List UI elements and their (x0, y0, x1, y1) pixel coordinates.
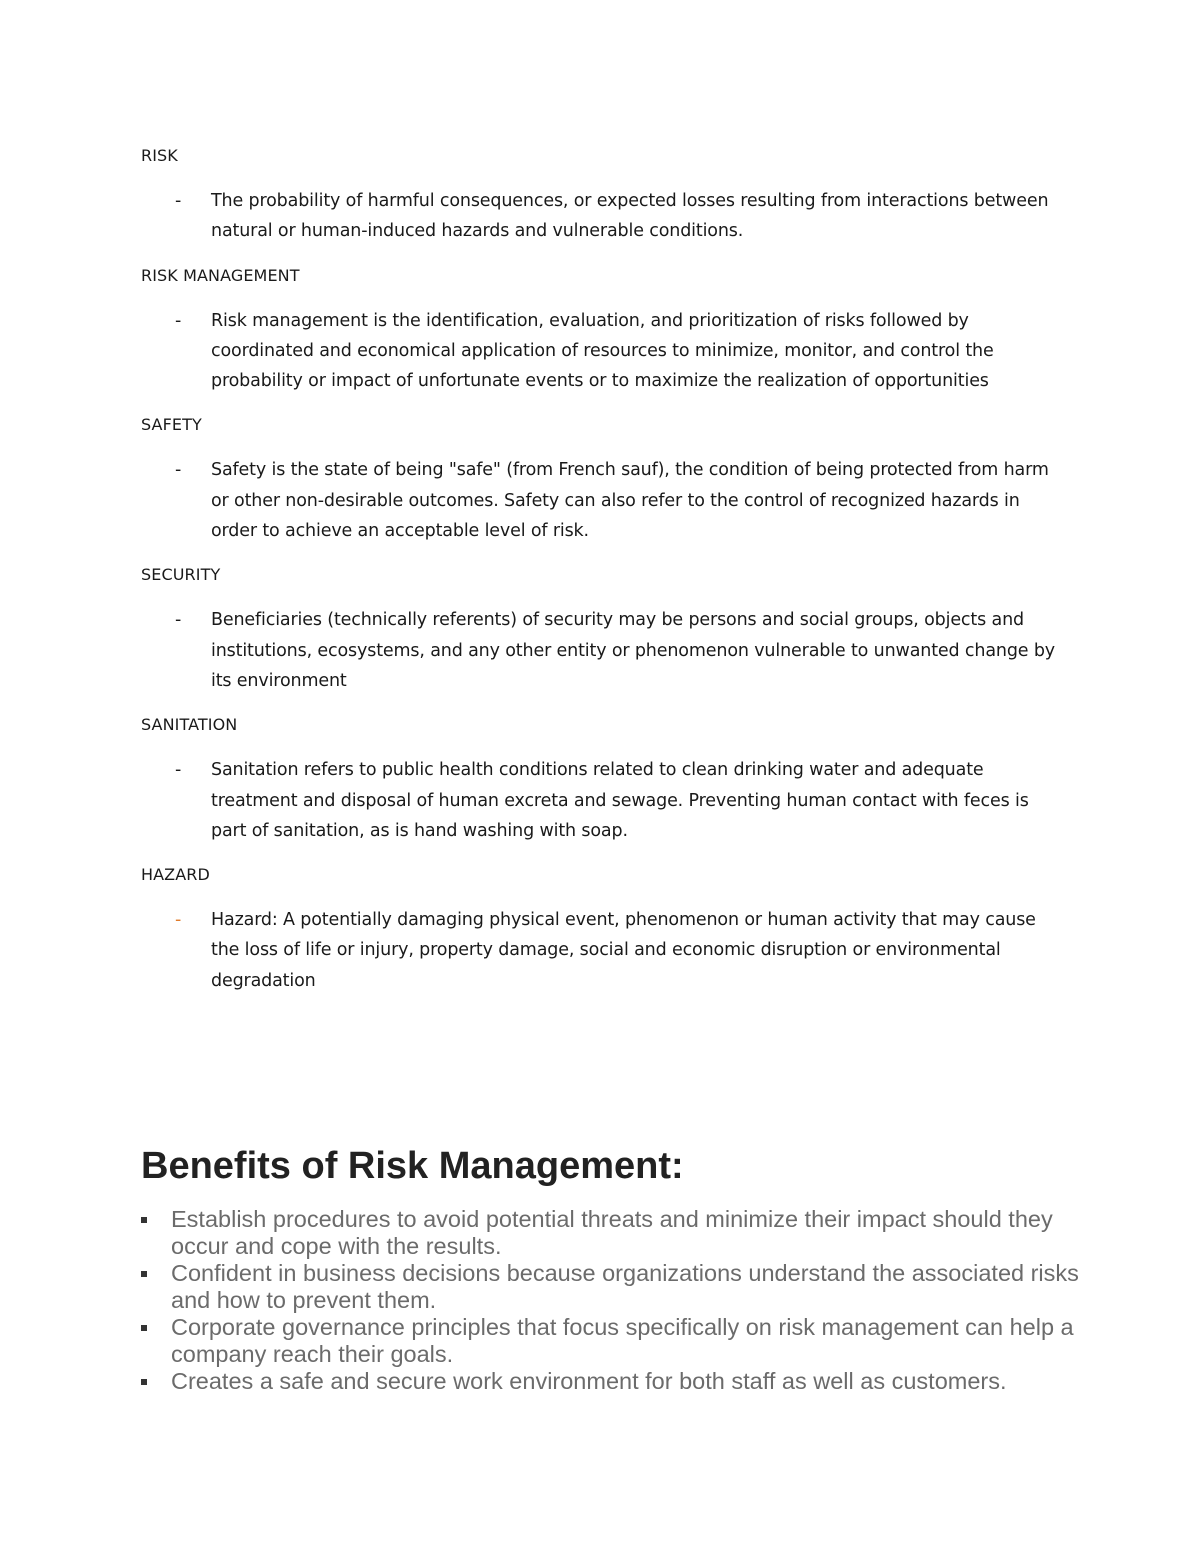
term-heading-safety: SAFETY (141, 415, 202, 435)
square-bullet-icon (141, 1271, 147, 1277)
dash-marker: - (175, 460, 182, 481)
dash-marker: - (175, 191, 182, 211)
dash-marker: - (175, 610, 182, 631)
list-item (141, 1260, 1081, 1314)
definition-text: Sanitation refers to public health conditions related to clean drinking water and adequate treatment and disposal of human excreta and sewage. Preventing human contact with feces is part of sanitation, as is hand washing with soap. (211, 760, 1029, 841)
list-item-text: Establish procedures to avoid potential threats and minimize their impact should they occur and cope with the results. (171, 1206, 1053, 1259)
square-bullet-icon (141, 1325, 147, 1331)
definition-text: The probability of harmful consequences, or expected losses resulting from interactions between natural or human-induced hazards and vulnerable conditions. (211, 191, 1049, 242)
square-bullet-icon (141, 1379, 147, 1385)
dash-marker-orange: - (175, 910, 182, 931)
definitions-section (141, 141, 1061, 1010)
square-bullet-icon (141, 1217, 147, 1223)
list-item-text: Creates a safe and secure work environment for both staff as well as customers. (171, 1368, 1007, 1394)
definition-risk-management (141, 306, 1061, 397)
list-item (141, 1314, 1081, 1368)
term-heading-sanitation: SANITATION (141, 715, 238, 735)
dash-marker: - (175, 760, 182, 781)
term-heading-security: SECURITY (141, 565, 221, 585)
list-item (141, 1206, 1081, 1260)
benefits-section (141, 1140, 1081, 1395)
dash-marker: - (175, 310, 182, 331)
benefits-heading: Benefits of Risk Management: (141, 1145, 684, 1187)
term-heading-hazard: HAZARD (141, 865, 210, 885)
definition-sanitation (141, 755, 1061, 846)
definition-text: Hazard: A potentially damaging physical event, phenomenon or human activity that may cause the loss of life or injury, property damage, social and economic disruption or environmental degradation (211, 910, 1036, 991)
definition-security (141, 605, 1061, 696)
list-item-text: Corporate governance principles that focus specifically on risk management can help a company reach their goals. (171, 1314, 1074, 1367)
definition-risk (141, 186, 1061, 247)
definition-text: Beneficiaries (technically referents) of security may be persons and social groups, objects and institutions, ecosystems, and any other entity or phenomenon vulnerable to unwanted change by its environment (211, 610, 1055, 691)
definition-text: Safety is the state of being "safe" (from French sauf), the condition of being protected from harm or other non-desirable outcomes. Safety can also refer to the control of recognized hazards in order to achieve an acceptable level of risk. (211, 460, 1049, 542)
definition-hazard (141, 905, 1061, 996)
term-heading-risk: RISK (141, 146, 178, 165)
list-item (141, 1368, 1081, 1395)
definition-safety (141, 455, 1061, 546)
list-item-text: Confident in business decisions because organizations understand the associated risks and how to prevent them. (171, 1260, 1079, 1313)
benefits-list (141, 1206, 1081, 1395)
definition-text: Risk management is the identification, evaluation, and prioritization of risks followed by coordinated and economical application of resources to minimize, monitor, and control the probability or impact of unfortunate events or to maximize the realization of opportunities (211, 310, 994, 392)
term-heading-risk-management: RISK MANAGEMENT (141, 265, 300, 285)
